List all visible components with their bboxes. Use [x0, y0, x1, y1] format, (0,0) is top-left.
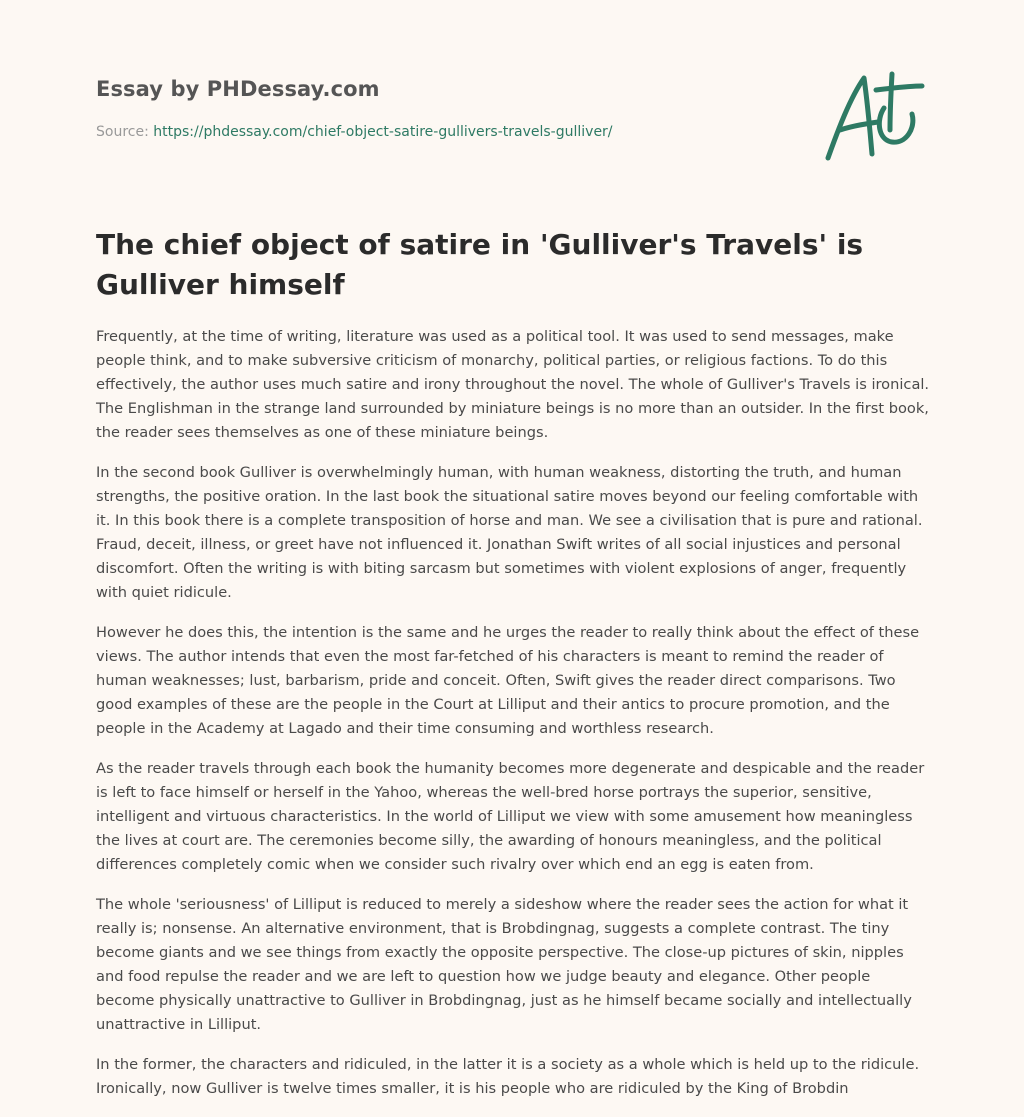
essay-paragraph: However he does this, the intention is the same and he urges the reader to really think about the effect of these views. The author intends that even the most far-fetched of his characters is meant to remind the reader of human weaknesses; lust, barbarism, pride and conceit. Often, Swift gives the reader direct comparisons. Two good examples of these are the people in the Court at Lilliput and their antics to procure promotion, and the people in the Academy at Lagado and their time consuming and worthless research. [96, 624, 920, 737]
source-line [96, 124, 613, 140]
essay-paragraph: In the former, the characters and ridiculed, in the latter it is a society as a whole which is held up to the ridicule. Ironically, now Gulliver is twelve times smaller, it is his people who are ridiculed by the King of Brobdin [96, 1056, 920, 1097]
source-link[interactable]: https://phdessay.com/chief-object-satire-gullivers-travels-gulliver/ [153, 124, 613, 140]
essay-paragraph: Frequently, at the time of writing, literature was used as a political tool. It was used to send messages, make people think, and to make subversive criticism of monarchy, political parties, or religious factions. To do this effectively, the author uses much satire and irony throughout the novel. The whole of Gulliver's Travels is ironical. The Englishman in the strange land surrounded by miniature beings is no more than an outsider. In the first book, the reader sees themselves as one of these miniature beings. [96, 328, 930, 441]
essay-paragraph: As the reader travels through each book the humanity becomes more degenerate and despicable and the reader is left to face himself or herself in the Yahoo, whereas the well-bred horse portrays the superior, sensitive, intelligent and virtuous characteristics. In the world of Lilliput we view with some amusement how meaningless the lives at court are. The ceremonies become silly, the awarding of honours meaningless, and the political differences completely comic when we consider such rivalry over which end an egg is eaten from. [96, 760, 925, 873]
site-title: Essay by PHDessay.com [96, 77, 380, 101]
essay-paragraph: The whole 'seriousness' of Lilliput is reduced to merely a sideshow where the reader sees the action for what it really is; nonsense. An alternative environment, that is Brobdingnag, suggests a complete contrast. The tiny become giants and we see things from exactly the opposite perspective. The close-up pictures of skin, nipples and food repulse the reader and we are left to question how we judge beauty and elegance. Other people become physically unattractive to Gulliver in Brobdingnag, just as he himself became socially and intellectually unattractive in Lilliput. [96, 896, 912, 1033]
source-label: Source: [96, 124, 149, 140]
essay-paragraph: In the second book Gulliver is overwhelmingly human, with human weakness, distorting the truth, and human strengths, the positive oration. In the last book the situational satire moves beyond our feeling comfortable with it. In this book there is a complete transposition of horse and man. We see a civilisation that is pure and rational. Fraud, deceit, illness, or greet have not influenced it. Jonathan Swift writes of all social injustices and personal discomfort. Often the writing is with biting sarcasm but sometimes with violent explosions of anger, frequently with quiet ridicule. [96, 464, 923, 601]
a-plus-logo-icon [818, 68, 930, 166]
essay-body [96, 325, 930, 1117]
essay-title: The chief object of satire in 'Gulliver's Travels' is Gulliver himself [96, 228, 864, 301]
